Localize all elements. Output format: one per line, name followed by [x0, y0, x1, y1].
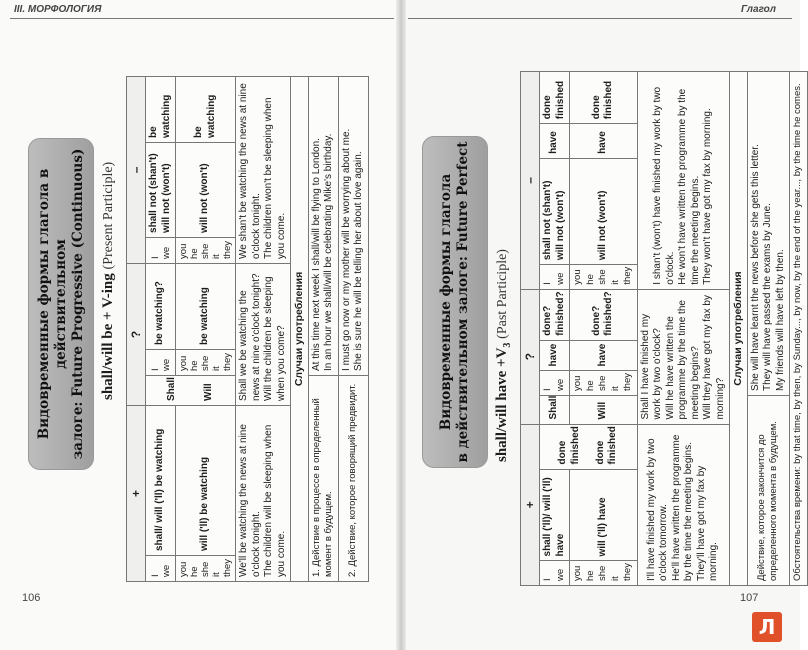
negative-have: have — [570, 124, 638, 159]
affirmative-examples: We'll be watching the news at nine o'clock tonight. The children will be sleeping when you come. — [236, 405, 291, 581]
pronouns: I we — [540, 561, 570, 586]
use-example: I must go now or my mother will be worrying about me. She is sure he will be telling her about love again. — [338, 76, 368, 375]
pronouns: you he she it they — [176, 556, 236, 582]
col-negative: – — [521, 72, 540, 290]
use-row — [790, 72, 808, 586]
negative-form: be watching — [176, 76, 236, 142]
negative-participle: done finished — [540, 72, 570, 124]
pronouns: you he she it they — [570, 265, 638, 290]
question-aux: Shall — [540, 395, 570, 424]
negative-aux: shall not (shan't) will not (won't) — [540, 158, 570, 264]
pronouns: you he she it they — [570, 561, 638, 586]
pronouns: I we — [146, 349, 176, 375]
header-rule — [408, 18, 792, 19]
book-gutter — [396, 0, 406, 650]
col-affirmative: + — [127, 405, 146, 581]
negative-aux: shall not (shan't) will not (won't) — [146, 142, 176, 237]
table-row — [540, 72, 570, 586]
use-row — [338, 76, 368, 581]
question-examples: Shall we be watching the news at nine o'clock tonight? Will the children be sleeping when you come? — [236, 263, 291, 405]
use-rule: Обстоятельства времени: by that time, by then, by Sunday..., by now, by the end of the year..., by the time he comes. — [790, 72, 808, 586]
col-negative: – — [127, 76, 146, 263]
col-question: ? — [521, 289, 540, 424]
formula-block — [494, 249, 513, 462]
use-rule: 2. Действие, которое говорящий предвидит. — [338, 375, 368, 581]
affirmative-examples: I'll have finished my work by two o'clock tomorrow. He'll have written the programme by the time the meeting begins. They'll have got my fax by morning. — [637, 424, 730, 585]
question-have: have — [540, 340, 570, 371]
negative-aux: will not (won't) — [570, 158, 638, 264]
question-examples: Shall I have finished my work by two o'clock? Will he have written the programme by the time the meeting begins? Will they have got my fax by morning? — [637, 289, 730, 424]
question-form: be watching? — [146, 263, 176, 349]
question-participle: done? finished? — [570, 289, 638, 340]
affirmative-form: shall ('ll)/ will ('ll) have — [540, 469, 570, 561]
page-number: 106 — [22, 592, 41, 604]
publisher-logo: Л — [752, 612, 782, 642]
use-example: At this time next week I shall/will be flying to London. In an hour we shall/will be celebrating Mike's birthday. — [308, 76, 338, 375]
header-rule — [10, 18, 394, 19]
col-affirmative: + — [521, 424, 540, 585]
examples-row — [236, 76, 291, 581]
negative-examples: I shan't (won't) have finished my work by two o'clock. He won't have written the programme by the time the meeting begins. They won't have got my fax by morning. — [637, 72, 730, 290]
negative-have: have — [540, 124, 570, 159]
conjugation-table-block — [520, 71, 808, 586]
page-number: 107 — [740, 592, 759, 604]
pronouns: I we — [540, 265, 570, 290]
use-rule: 1. Действие в процессе в определенный момент в будущем. — [308, 375, 338, 581]
running-header: Глагол — [741, 4, 776, 15]
affirmative-form: will ('ll) have — [570, 469, 638, 561]
use-rule: Действие, которое закончится до определенного момента в будущем. — [747, 395, 790, 585]
question-form: be watching — [176, 263, 236, 349]
conjugation-table — [520, 71, 808, 586]
conjugation-table-block — [126, 76, 369, 582]
table-row — [176, 76, 236, 581]
col-question: ? — [127, 263, 146, 405]
section-title-block — [422, 136, 488, 468]
formula-block — [100, 162, 117, 400]
section-title-block — [28, 138, 94, 470]
uses-heading: Случаи употребления — [730, 72, 748, 586]
tense-formula: shall/will have $+V_3$ (Past Participle) — [494, 249, 513, 462]
right-page — [400, 0, 803, 650]
question-aux: Will — [570, 395, 638, 424]
left-page — [0, 0, 400, 650]
question-have: have — [570, 340, 638, 371]
question-participle: done? finished? — [540, 289, 570, 340]
affirmative-participle: done finished done finished — [540, 424, 638, 469]
running-header: III. МОРФОЛОГИЯ — [14, 4, 102, 15]
table-row — [146, 76, 176, 581]
pronouns: you he she it they — [570, 371, 638, 396]
pronouns: you he she it they — [176, 349, 236, 375]
section-title: Видовременные формы глагола в действительном залоге: Future Perfect — [422, 136, 488, 468]
use-row — [747, 72, 790, 586]
affirmative-form: will ('ll) be watching — [176, 405, 236, 555]
pronouns: I we — [146, 556, 176, 582]
negative-examples: We shan't be watching the news at nine o'clock tonight. The children won't be sleeping when you come. — [236, 76, 291, 263]
section-title: Видовременные формы глагола в действительном залоге: Future Progressive (Continuous) — [28, 138, 94, 470]
negative-participle: done finished — [570, 72, 638, 124]
affirmative-form: shall/ will ('ll) be watching — [146, 405, 176, 555]
negative-form: be watching — [146, 76, 176, 142]
table-row — [570, 72, 638, 586]
tense-formula: shall/will be + V-ing (Present Participle) — [100, 161, 116, 400]
pronouns: you he she it they — [176, 237, 236, 263]
negative-aux: will not (won't) — [176, 142, 236, 237]
examples-row — [637, 72, 730, 586]
pronouns: I we — [540, 371, 570, 396]
uses-heading: Случаи употребления — [291, 76, 309, 581]
conjugation-table — [126, 76, 369, 582]
pronouns: I we — [146, 237, 176, 263]
question-aux: Shall Will — [146, 375, 236, 405]
use-example: She will have learnt the news before she gets this letter. They will have passed the exams by June. My friends will have left by then. — [747, 72, 790, 396]
use-row — [308, 76, 338, 581]
